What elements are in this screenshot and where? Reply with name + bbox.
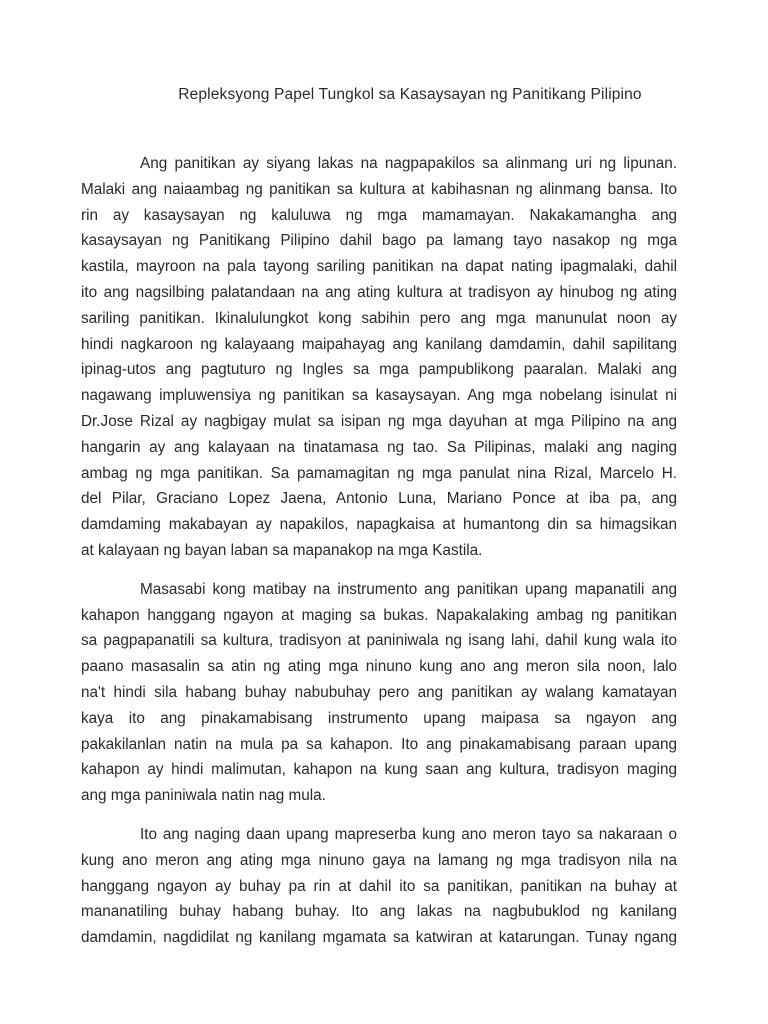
paragraph-2 — [81, 577, 677, 809]
paragraph-line: sariling panitikan. Ikinalulungkot kong sabihin pero ang mga manunulat noon ay — [81, 309, 677, 327]
paragraph-line: mananatiling buhay habang buhay. Ito ang lakas na nagbubuklod ng kanilang — [81, 903, 677, 921]
paragraph-line: Ang panitikan ay siyang lakas na nagpapakilos sa alinmang uri ng lipunan. — [140, 155, 677, 172]
paragraph-line: kahapon hanggang ngayon at maging sa bukas. Napakalaking ambag ng panitikan — [81, 606, 677, 624]
paragraph-line: rin ay kasaysayan ng kaluluwa ng mga mamamayan. Nakakamangha ang — [81, 206, 677, 224]
document-body — [81, 151, 677, 964]
paragraph-line: at kalayaan ng bayan laban sa mapanakop na mga Kastila. — [81, 541, 483, 559]
paragraph-1 — [81, 151, 677, 564]
paragraph-line: na't hindi sila habang buhay nabubuhay pero ang panitikan ay walang kamatayan — [81, 683, 677, 701]
paragraph-line: kasaysayan ng Panitikang Pilipino dahil bago pa lamang tayo nasakop ng mga — [81, 232, 677, 250]
paragraph-line: kung ano meron ang ating mga ninuno gaya na lamang ng mga tradisyon nila na — [81, 851, 677, 869]
paragraph-line: Malaki ang naiaambag ng panitikan sa kultura at kabihasnan ng alinmang bansa. Ito — [81, 180, 677, 198]
paragraph-line: hindi nagkaroon ng kalayaang maipahayag ang kanilang damdamin, dahil sapilitang — [81, 335, 677, 353]
paragraph-line: damdamin, nagdidilat ng kanilang mgamata sa katwiran at katarungan. Tunay ngang — [81, 929, 677, 947]
paragraph-line: damdaming makabayan ay napakilos, napagkaisa at humantong din sa himagsikan — [81, 516, 677, 534]
paragraph-line: paano masasalin sa atin ng ating mga ninuno kung ano ang meron sila noon, lalo — [81, 658, 677, 676]
paragraph-line: ambag ng mga panitikan. Sa pamamagitan ng mga panulat nina Rizal, Marcelo H. — [81, 464, 677, 482]
paragraph-line: kaya ito ang pinakamabisang instrumento upang maipasa sa ngayon ang — [81, 709, 677, 727]
paragraph-line: ang mga paniniwala natin nag mula. — [81, 787, 326, 805]
paragraph-line: del Pilar, Graciano Lopez Jaena, Antonio Luna, Mariano Ponce at iba pa, ang — [81, 490, 677, 508]
paragraph-line: ito ang nagsilbing palatandaan na ang ating kultura at tradisyon ay hinubog ng ating — [81, 283, 677, 301]
paragraph-line: ipinag-utos ang pagtuturo ng Ingles sa mga pampublikong paaralan. Malaki ang — [81, 361, 677, 379]
paragraph-line: hanggang ngayon ay buhay pa rin at dahil ito sa panitikan, panitikan na buhay at — [81, 877, 677, 895]
paragraph-line: Masasabi kong matibay na instrumento ang panitikan upang mapanatili ang — [140, 580, 677, 598]
paragraph-line: sa pagpapanatili sa kultura, tradisyon at paniniwala ng isang lahi, dahil kung wala ito — [81, 632, 677, 650]
paragraph-line: nagawang impluwensiya ng panitikan sa kasaysayan. Ang mga nobelang isinulat ni — [81, 387, 677, 405]
paragraph-line: kahapon ay hindi malimutan, kahapon na kung saan ang kultura, tradisyon maging — [81, 761, 677, 779]
paragraph-3 — [81, 822, 677, 951]
paragraph-line: kastila, mayroon na pala tayong sariling panitikan na dapat nating ipagmalaki, dahil — [81, 258, 677, 276]
paragraph-line: pakakilanlan natin na mula pa sa kahapon. Ito ang pinakamabisang paraan upang — [81, 735, 677, 753]
paragraph-line: Ito ang naging daan upang mapreserba kung ano meron tayo sa nakaraan o — [140, 825, 677, 843]
paragraph-line: Dr.Jose Rizal ay nagbigay mulat sa isipan ng mga dayuhan at mga Pilipino na ang — [81, 412, 677, 430]
document-title: Repleksyong Papel Tungkol sa Kasaysayan ng Panitikang Pilipino — [178, 86, 642, 103]
paragraph-line: hangarin ay ang kalayaan na tinatamasa ng tao. Sa Pilipinas, malaki ang naging — [81, 438, 677, 456]
